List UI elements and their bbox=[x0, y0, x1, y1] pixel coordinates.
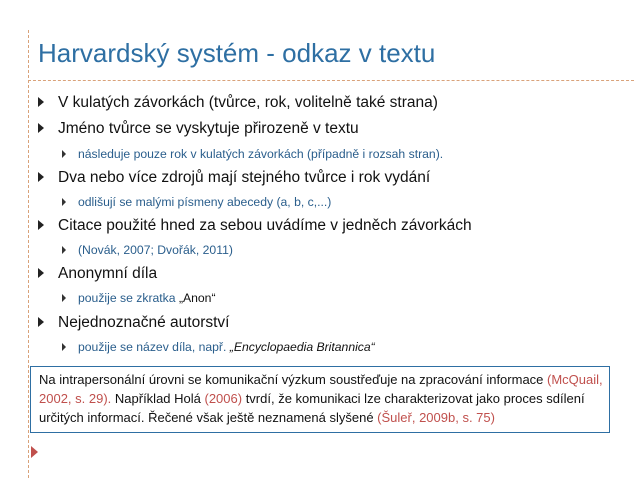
citation-reference: (McQuail, 2002, s. 29). bbox=[39, 372, 603, 406]
sub-bullet-item: použije se zkratka „Anon“ bbox=[62, 291, 216, 305]
bullet-arrow-icon bbox=[38, 123, 44, 133]
sub-bullet-item: (Novák, 2007; Dvořák, 2011) bbox=[62, 243, 233, 257]
sub-bullet-arrow-icon bbox=[62, 198, 66, 206]
bullet-item: Dva nebo více zdrojů mají stejného tvůrce i rok vydání bbox=[38, 169, 430, 187]
sub-bullet-arrow-icon bbox=[62, 150, 66, 158]
sub-bullet-item: následuje pouze rok v kulatých závorkách (případně i rozsah stran). bbox=[62, 147, 443, 161]
sub-bullet-item: použije se název díla, např. „Encyclopaedia Britannica“ bbox=[62, 340, 375, 354]
bullet-item: Citace použité hned za sebou uvádíme v jedněch závorkách bbox=[38, 217, 472, 235]
bullet-item: Anonymní díla bbox=[38, 265, 157, 283]
bullet-arrow-icon bbox=[38, 220, 44, 230]
sub-bullet-item: odlišují se malými písmeny abecedy (a, b, c,...) bbox=[62, 195, 331, 209]
vertical-guide-line bbox=[28, 30, 29, 478]
bullet-arrow-icon bbox=[38, 97, 44, 107]
citation-example-box: Na intrapersonální úrovni se komunikační výzkum soustřeďuje na zpracování informace (McQuail, 2002, s. 29). Například Holá (2006) tvrdí, že komunikaci lze charakterizovat jako proces sdílení určitých informací. Řečené však ještě neznamená slyšené (Šuleř, 2009b, s. 75) bbox=[30, 366, 610, 433]
slide-title: Harvardský systém - odkaz v textu bbox=[38, 38, 436, 68]
citation-reference: (Šuleř, 2009b, s. 75) bbox=[377, 410, 495, 425]
bullet-arrow-icon bbox=[38, 268, 44, 278]
bullet-item: Nejednoznačné autorství bbox=[38, 314, 229, 332]
slide-corner-triangle-icon bbox=[31, 446, 38, 458]
sub-bullet-arrow-icon bbox=[62, 246, 66, 254]
title-divider bbox=[28, 80, 634, 81]
bullet-arrow-icon bbox=[38, 172, 44, 182]
sub-bullet-arrow-icon bbox=[62, 294, 66, 302]
bullet-arrow-icon bbox=[38, 317, 44, 327]
bullet-item: V kulatých závorkách (tvůrce, rok, volitelně také strana) bbox=[38, 94, 438, 112]
sub-bullet-arrow-icon bbox=[62, 343, 66, 351]
citation-reference: (2006) bbox=[204, 391, 243, 406]
bullet-item: Jméno tvůrce se vyskytuje přirozeně v textu bbox=[38, 120, 359, 138]
